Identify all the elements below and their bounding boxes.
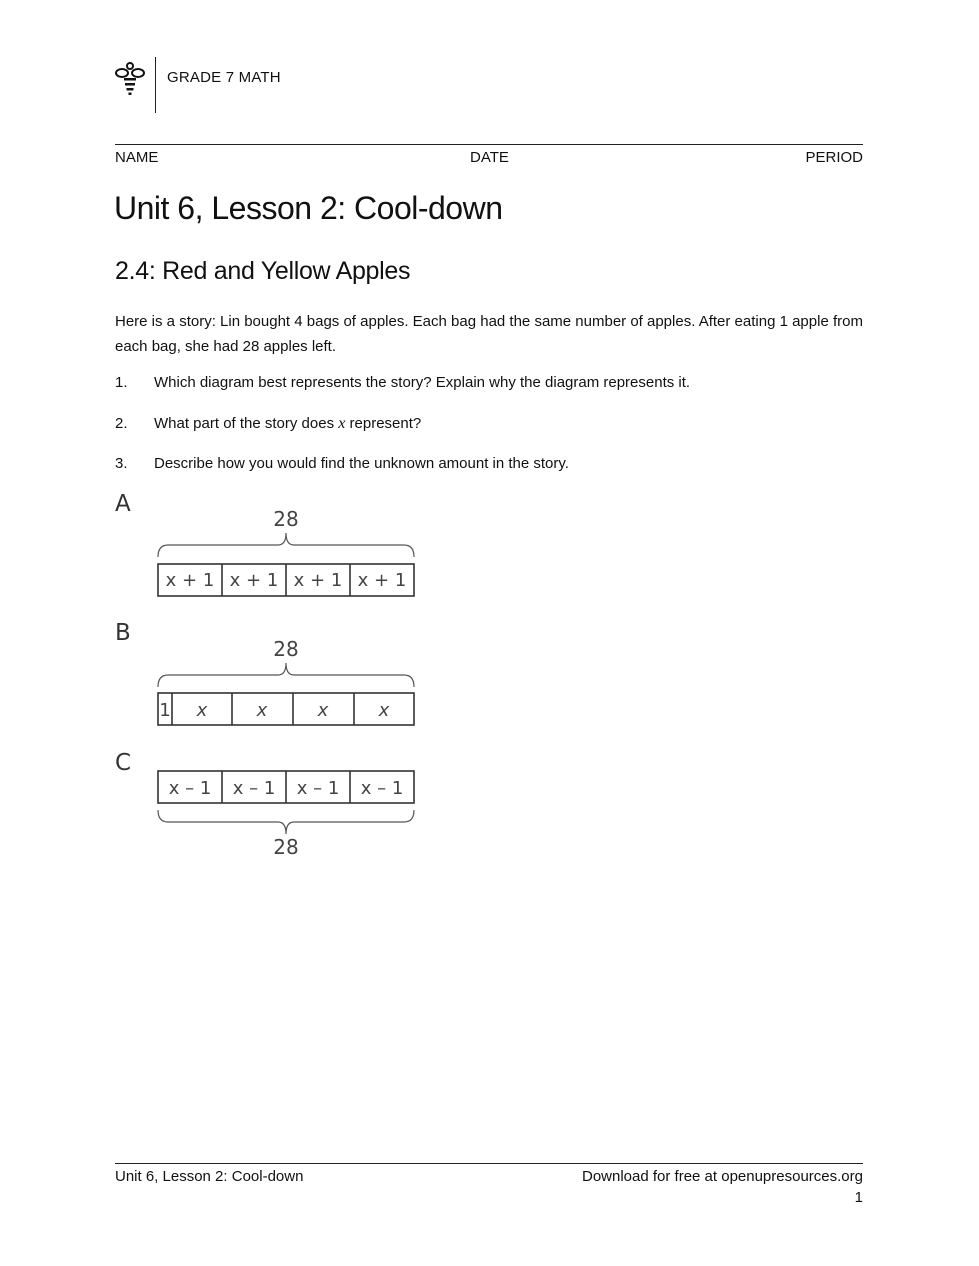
diagram-b-cell-4: x bbox=[378, 700, 390, 721]
question-number: 3. bbox=[115, 455, 128, 472]
question-number: 2. bbox=[115, 415, 128, 432]
grade-label: GRADE 7 MATH bbox=[167, 69, 281, 86]
diagram-a-brace bbox=[158, 533, 414, 557]
question-text: Describe how you would find the unknown amount in the story. bbox=[154, 455, 569, 472]
story-paragraph: Here is a story: Lin bought 4 bags of apples. Each bag had the same number of apples. After eating 1 apple from each bag, she had 28 apples left. bbox=[115, 313, 863, 355]
diagram-c-cell-1: x – 1 bbox=[168, 778, 212, 799]
diagram-b-cell-2: x bbox=[256, 700, 268, 721]
diagram-a-cell-4: x + 1 bbox=[357, 570, 407, 591]
diagram-a-cell-2: x + 1 bbox=[229, 570, 279, 591]
diagram-b-cell-3: x bbox=[317, 700, 329, 721]
page-number: 1 bbox=[854, 1189, 863, 1206]
footer-rule bbox=[115, 1163, 863, 1164]
diagram-c-cell-2: x – 1 bbox=[232, 778, 276, 799]
name-field-label: NAME bbox=[115, 149, 159, 166]
section-title: 2.4: Red and Yellow Apples bbox=[115, 257, 411, 285]
diagram-b bbox=[115, 620, 414, 725]
diagram-b-label: B bbox=[115, 620, 131, 646]
diagram-b-brace bbox=[158, 663, 414, 687]
diagram-c-brace bbox=[158, 810, 414, 834]
diagram-a-total: 28 bbox=[273, 507, 299, 531]
footer-download-link[interactable]: Download for free at openupresources.org bbox=[581, 1168, 863, 1185]
diagram-a-label: A bbox=[115, 491, 131, 517]
diagram-c-label: C bbox=[115, 750, 132, 776]
page-title: Unit 6, Lesson 2: Cool-down bbox=[114, 190, 503, 226]
diagram-b-cell-1: x bbox=[196, 700, 208, 721]
diagram-b-small-cell: 1 bbox=[159, 700, 171, 721]
footer-lesson-title: Unit 6, Lesson 2: Cool-down bbox=[115, 1168, 304, 1185]
date-field-label: DATE bbox=[470, 149, 509, 166]
period-field-label: PERIOD bbox=[805, 149, 863, 166]
diagram-c-cell-4: x – 1 bbox=[360, 778, 404, 799]
diagram-b-total: 28 bbox=[273, 637, 299, 661]
diagram-a-cell-3: x + 1 bbox=[293, 570, 343, 591]
diagram-a bbox=[115, 491, 414, 596]
question-text-before: What part of the story does bbox=[154, 415, 339, 432]
diagram-c-cell-3: x – 1 bbox=[296, 778, 340, 799]
question-number: 1. bbox=[115, 374, 128, 391]
question-text-after: represent? bbox=[345, 415, 422, 432]
diagram-a-cell-1: x + 1 bbox=[165, 570, 215, 591]
variable-x: x bbox=[338, 415, 346, 432]
diagram-c bbox=[115, 750, 414, 859]
diagram-c-total: 28 bbox=[273, 835, 299, 859]
question-text: Which diagram best represents the story? Explain why the diagram represents it. bbox=[154, 374, 691, 391]
